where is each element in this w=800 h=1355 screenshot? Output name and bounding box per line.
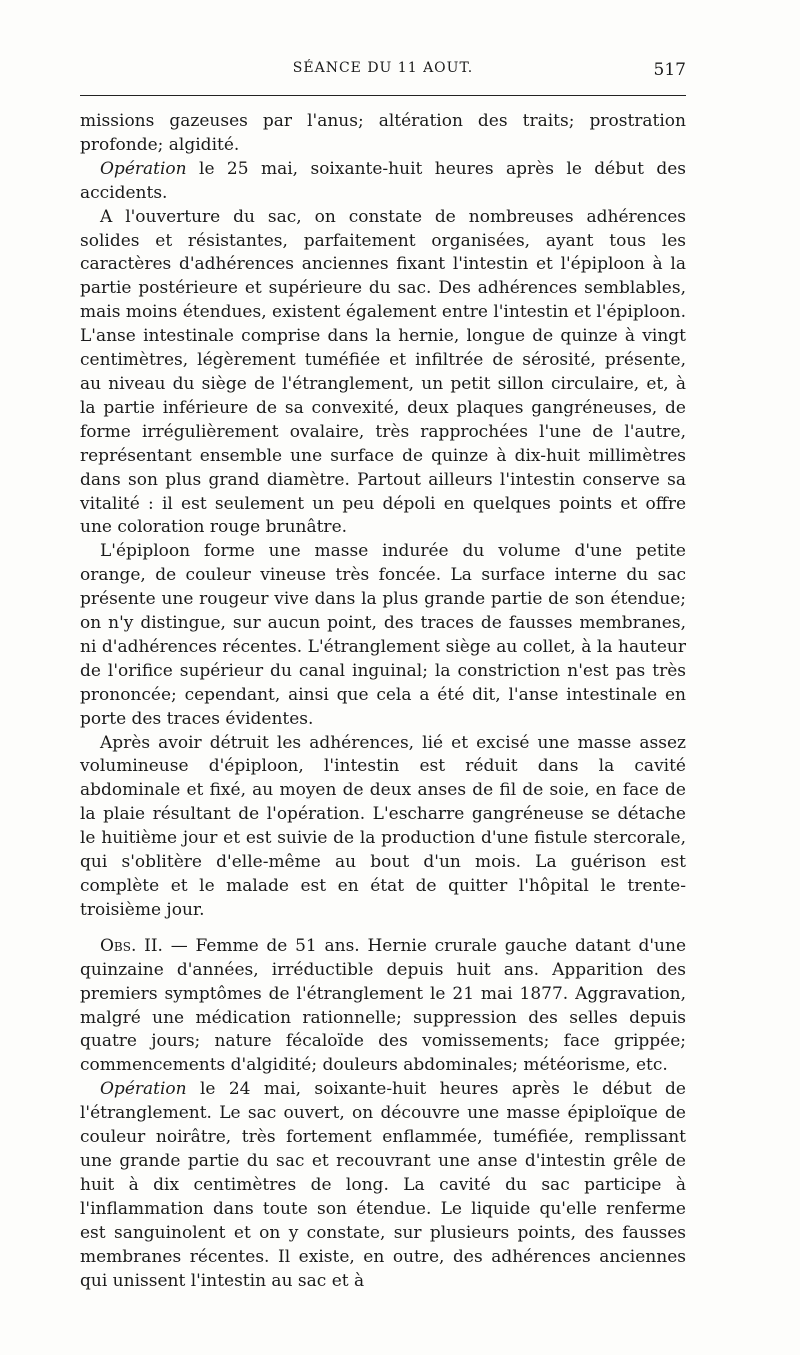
header-rule: [80, 95, 686, 96]
paragraph-lead: Opération: [100, 1079, 187, 1100]
paragraph-text: — Femme de 51 ans. Hernie crurale gauche datant d'une quinzaine d'années, irréductible depuis huit ans. Apparition des premiers symptômes de l'étranglement le 21 mai 1877. Aggravation, malgré une médication rationnelle; suppression des selles depuis quatre jours; nature fécaloïde des vomissements; face grippée; commencements d'algidité; douleurs abdominales; météorisme, etc.: [80, 935, 687, 1076]
paragraph-lead: Obs. II.: [100, 935, 163, 956]
paragraph-lead: Opération: [100, 158, 187, 179]
paragraph-text: missions gazeuses par l'anus; altération des traits; prostration profonde; algidité.: [80, 111, 686, 155]
paragraph: [80, 1078, 686, 1293]
paragraph-text: Après avoir détruit les adhérences, lié et excisé une masse assez volumineuse d'épiploon, l'intestin est réduit dans la cavité abdominale et fixé, au moyen de deux anses de fil de soie, en face de la plaie résultant de l'opération. L'escharre gangréneuse se détache le huitième jour et est suivie de la production d'une fistule stercorale, qui s'oblitère d'elle-même au bout d'un mois. La guérison est complète et le malade est en état de quitter l'hôpital le trente-troisième jour.: [80, 732, 686, 920]
paragraph: [80, 540, 686, 731]
paragraph: [80, 935, 686, 1078]
running-head: [80, 60, 686, 86]
paragraph-text: le 25 mai, soixante-huit heures après le début des accidents.: [80, 158, 686, 203]
paragraph-text: L'épiploon forme une masse indurée du volume d'une petite orange, de couleur vineuse très foncée. La surface interne du sac présente une rougeur vive dans la plus grande partie de son étendue; on n'y distingue, sur aucun point, des traces de fausses membranes, ni d'adhérences récentes. L'étranglement siège au collet, à la hauteur de l'orifice supérieur du canal inguinal; la constriction n'est pas très prononcée; cependant, ainsi que cela a été dit, l'anse intestinale en porte des traces évidentes.: [80, 541, 686, 729]
body-text: [80, 110, 686, 1293]
paragraph: [80, 206, 686, 541]
paragraph-text: le 24 mai, soixante-huit heures après le début de l'étranglement. Le sac ouvert, on découvre une masse épiploïque de couleur noirâtre, très fortement enflammée, tuméfiée, remplissant une grande partie du sac et recouvrant une anse d'intestin grêle de huit à dix centimètres de long. La cavité du sac participe à l'inflammation dans toute son étendue. Le liquide qu'elle renferme est sanguinolent et on y constate, sur plusieurs points, des fausses membranes récentes. Il existe, en outre, des adhérences anciennes qui unissent l'intestin au sac et à: [80, 1079, 686, 1291]
running-title: SÉANCE DU 11 AOUT.: [292, 60, 474, 76]
paragraph: [80, 110, 686, 158]
paragraph: [80, 732, 686, 923]
page-number: 517: [653, 60, 686, 80]
paragraph: [80, 158, 686, 206]
paragraph-text: A l'ouverture du sac, on constate de nombreuses adhérences solides et résistantes, parfaitement organisées, ayant tous les caractères d'adhérences anciennes fixant l'intestin et l'épiploon à la partie postérieure et supérieure du sac. Des adhérences semblables, mais moins étendues, existent également entre l'intestin et l'épiploon. L'anse intestinale comprise dans la hernie, longue de quinze à vingt centimètres, légèrement tuméfiée et infiltrée de sérosité, présente, au niveau du siège de l'étranglement, un petit sillon circulaire, et, à la partie inférieure de sa convexité, deux plaques gangréneuses, de forme irrégulièrement ovalaire, très rapprochées l'une de l'autre, représentant ensemble une surface de quinze à dix-huit millimètres dans son plus grand diamètre. Partout ailleurs l'intestin conserve sa vitalité : il est seulement un peu dépoli en quelques points et offre une coloration rouge brunâtre.: [80, 206, 686, 538]
